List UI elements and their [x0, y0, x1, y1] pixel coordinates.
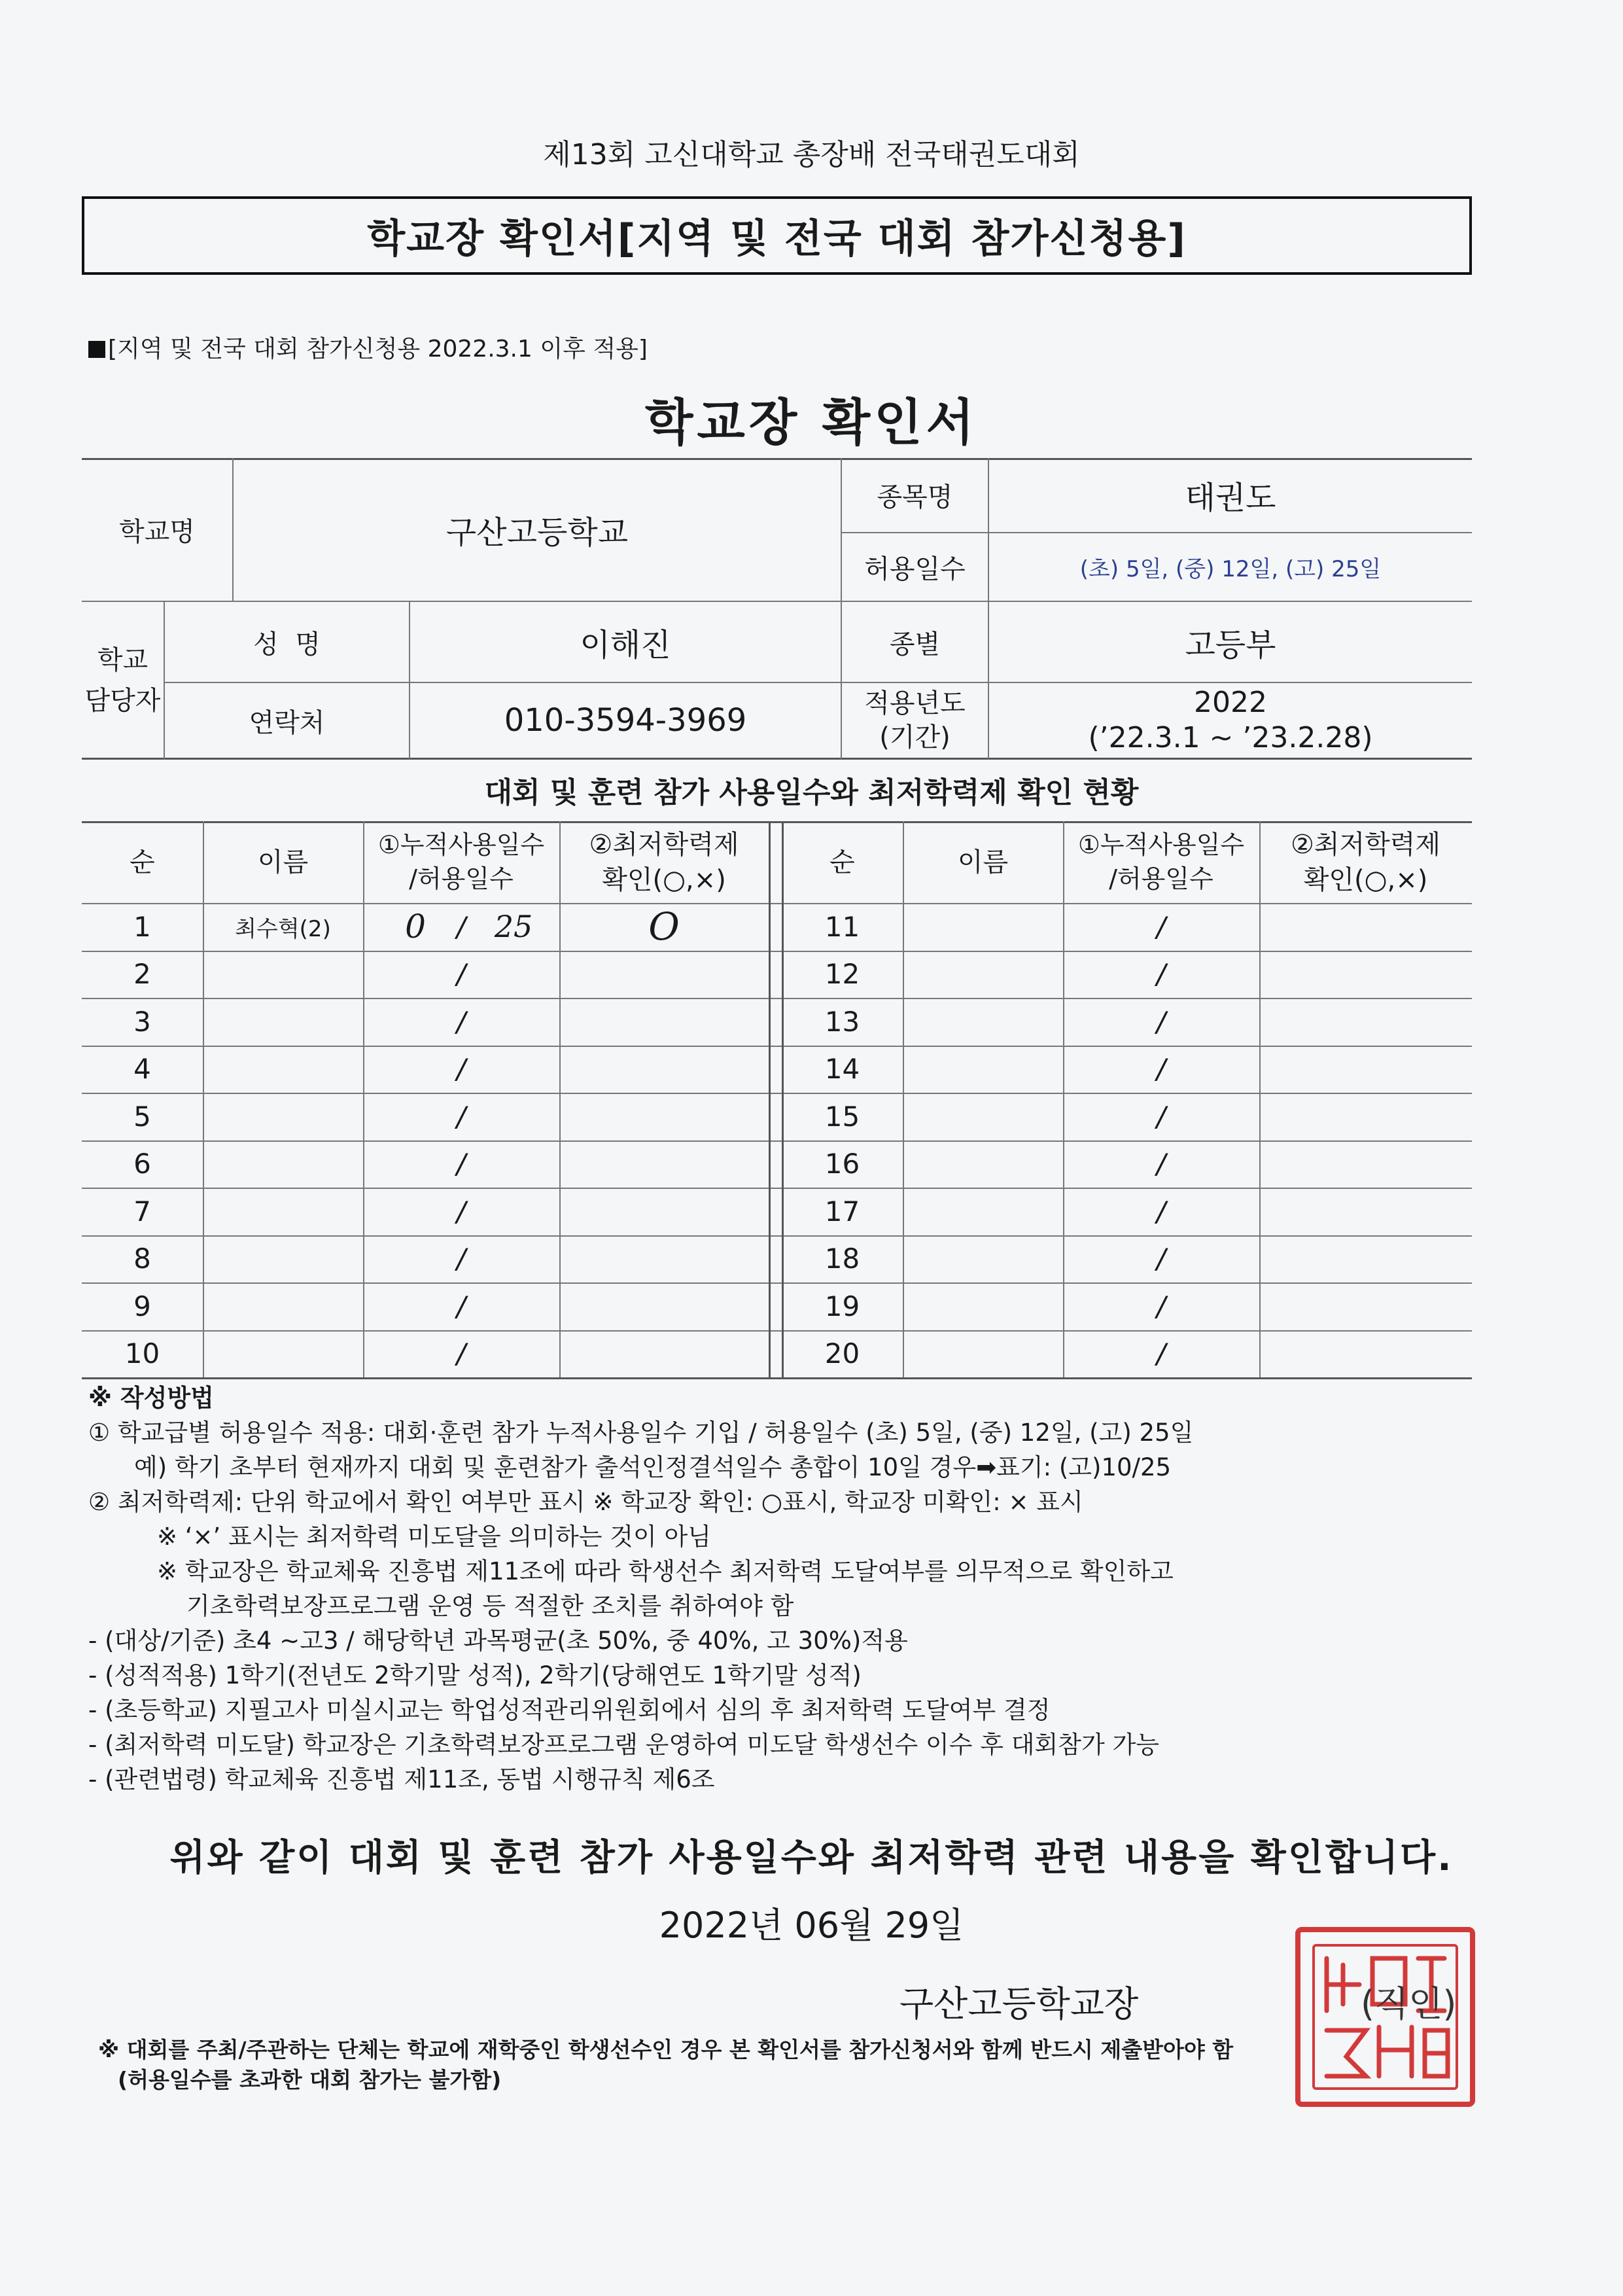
row-academic-check: [1259, 1330, 1469, 1378]
main-title-box: [82, 196, 1472, 275]
detail-3: - (초등학교) 지필고사 미실시교는 학업성적관리위원회에서 심의 후 최저학력 도달여부 결정: [88, 1696, 1051, 1724]
row-slash: /: [456, 1053, 466, 1086]
row-name: [903, 1282, 1063, 1330]
header-days-left: [363, 821, 559, 903]
row-allowed-days: [1174, 1046, 1253, 1093]
row-slash: /: [1156, 1053, 1166, 1086]
row-name: [203, 951, 363, 998]
row-number: 9: [133, 1290, 151, 1322]
row-number: 20: [824, 1337, 860, 1370]
row-number: 1: [133, 910, 151, 943]
row-slash: /: [1156, 1337, 1166, 1370]
row-name: [903, 951, 1063, 998]
row-number: 2: [133, 958, 151, 991]
seal-label: (직인): [1361, 1983, 1457, 2024]
row-name: [903, 1235, 1063, 1283]
allowed-days-label: 허용일수: [864, 554, 966, 584]
row-allowed-days: [1174, 903, 1253, 951]
row-allowed-days: [1174, 1093, 1253, 1140]
row-allowed-days: [1174, 1188, 1253, 1235]
row-number: 19: [824, 1290, 860, 1322]
roster-table: [82, 821, 1472, 1377]
note-1: ① 학교급별 허용일수 적용: 대회·훈련 참가 누적사용일수 기입 / 허용일수 (초) 5일, (중) 12일, (고) 25일: [88, 1419, 1194, 1447]
header-academic-right: [1259, 821, 1472, 903]
row-allowed-days: [474, 1330, 553, 1378]
row-academic-check: [559, 1188, 769, 1235]
row-slash: /: [456, 958, 466, 991]
row-name: [203, 1235, 363, 1283]
row-number: 15: [824, 1100, 860, 1133]
row-name: [903, 1330, 1063, 1378]
row-name: [203, 1140, 363, 1188]
header-academic-line2: 확인(○,×): [602, 864, 726, 895]
allowed-days-value: (초) 5일, (중) 12일, (고) 25일: [1079, 556, 1382, 582]
row-academic-check: [559, 1235, 769, 1283]
row-number: 6: [133, 1148, 151, 1180]
row-number: 3: [133, 1005, 151, 1038]
row-slash: /: [1156, 1100, 1166, 1133]
header-days-line2: /허용일수: [1109, 864, 1213, 893]
detail-4: - (최저학력 미도달) 학교장은 기초학력보장프로그램 운영하여 미도달 학생선수 이수 후 대회참가 가능: [88, 1731, 1160, 1759]
header-academic-left: [559, 821, 769, 903]
applicability-notice: [88, 330, 648, 364]
row-allowed-days: [1174, 951, 1253, 998]
row-slash: /: [1156, 1148, 1166, 1180]
row-allowed-days: [1174, 1140, 1253, 1188]
row-allowed-days: [1174, 1330, 1253, 1378]
row-name: [203, 1330, 363, 1378]
row-academic-check: [559, 998, 769, 1046]
row-slash: /: [456, 1243, 466, 1275]
section-title: 대회 및 훈련 참가 사용일수와 최저학력제 확인 현황: [484, 776, 1139, 809]
manager-label-line1: 학교: [97, 645, 148, 675]
row-name: [903, 1046, 1063, 1093]
row-academic-check: O: [648, 904, 680, 949]
row-number: 14: [824, 1053, 860, 1086]
row-name: [903, 1140, 1063, 1188]
year-value: [989, 683, 1472, 758]
school-name-label: 학교명: [119, 516, 195, 547]
event-value: 태권도: [1185, 480, 1276, 516]
row-slash: /: [1156, 958, 1166, 991]
row-academic-check: [559, 1330, 769, 1378]
row-academic-check: [1259, 1235, 1469, 1283]
row-slash: /: [456, 1100, 466, 1133]
row-academic-check: [1259, 1188, 1469, 1235]
row-slash: /: [1156, 1195, 1166, 1227]
row-slash: /: [1156, 910, 1166, 943]
row-number: 12: [824, 958, 860, 991]
row-name: [903, 903, 1063, 951]
header-days-line2: /허용일수: [409, 864, 514, 893]
year-label-line2: (기간): [879, 722, 951, 752]
row-slash: /: [456, 1005, 466, 1038]
row-number: 18: [824, 1243, 860, 1275]
detail-2: - (성적적용) 1학기(전년도 2학기말 성적), 2학기(당해연도 1학기말 성적): [88, 1661, 862, 1689]
row-slash: /: [1156, 1290, 1166, 1322]
info-table: [82, 458, 1472, 759]
row-used-days: 0: [405, 908, 426, 946]
row-allowed-days: [474, 1235, 553, 1283]
row-academic-check: [1259, 951, 1469, 998]
manager-label: [82, 602, 164, 759]
year-label: [842, 683, 988, 758]
row-academic-check: [559, 1282, 769, 1330]
principal-title: 구산고등학교장: [899, 1983, 1139, 2024]
year-value-line2: (’22.3.1 ~ ’23.2.28): [1088, 721, 1373, 754]
note-2-a: ※ ‘×’ 표시는 최저학력 미도달을 의미하는 것이 아님: [157, 1523, 711, 1551]
note-2-c: 기초학력보장프로그램 운영 등 적절한 조치를 취하여야 함: [186, 1592, 794, 1620]
row-number: 11: [824, 910, 860, 943]
footer-note: [98, 2035, 1233, 2095]
note-2: ② 최저학력제: 단위 학교에서 확인 여부만 표시 ※ 학교장 확인: ○표시, 학교장 미확인: × 표시: [88, 1488, 1083, 1516]
row-allowed-days: [474, 1188, 553, 1235]
row-number: 17: [824, 1195, 860, 1227]
row-academic-check: [1259, 1140, 1469, 1188]
row-allowed-days: [474, 951, 553, 998]
row-slash: /: [456, 910, 466, 943]
row-academic-check: [559, 1140, 769, 1188]
row-number: 16: [824, 1148, 860, 1180]
header-name-left: 이름: [257, 847, 309, 877]
row-name: [203, 998, 363, 1046]
row-academic-check: [559, 1093, 769, 1140]
row-number: 7: [133, 1195, 151, 1227]
header-academic-line2: 확인(○,×): [1303, 864, 1428, 895]
row-slash: /: [456, 1195, 466, 1227]
manager-name-label: 성 명: [253, 629, 321, 660]
row-allowed-days: [1174, 998, 1253, 1046]
division-value: 고등부: [1185, 626, 1276, 663]
year-value-line1: 2022: [1194, 686, 1267, 719]
row-number: 13: [824, 1005, 860, 1038]
footer-line-2: (허용일수를 초과한 대회 참가는 불가함): [118, 2067, 502, 2093]
contact-value: 010-3594-3969: [504, 702, 747, 739]
row-academic-check: [1259, 1046, 1469, 1093]
note-2-b: ※ 학교장은 학교체육 진흥법 제11조에 따라 학생선수 최저학력 도달여부를 의무적으로 확인하고: [157, 1557, 1174, 1585]
row-allowed-days: [474, 1140, 553, 1188]
row-allowed-days: 25: [494, 909, 533, 945]
confirmation-statement: 위와 같이 대회 및 훈련 참가 사용일수와 최저학력 관련 내용을 확인합니다.: [169, 1837, 1454, 1879]
row-name: [903, 998, 1063, 1046]
row-name: [903, 1188, 1063, 1235]
row-slash: /: [456, 1290, 466, 1322]
row-academic-check: [559, 951, 769, 998]
header-days-right: [1063, 821, 1259, 903]
notice-text: [지역 및 전국 대회 참가신청용 2022.3.1 이후 적용]: [108, 336, 648, 362]
row-number: 4: [133, 1053, 151, 1086]
row-academic-check: [1259, 1282, 1469, 1330]
row-slash: /: [456, 1337, 466, 1370]
row-slash: /: [456, 1148, 466, 1180]
row-academic-check: [1259, 998, 1469, 1046]
row-allowed-days: [474, 1282, 553, 1330]
row-name: [203, 1282, 363, 1330]
row-academic-check: [559, 1046, 769, 1093]
contest-title: 제13회 고신대학교 총장배 전국태권도대회: [543, 138, 1080, 171]
instructions-heading: ※ 작성방법: [88, 1384, 214, 1412]
document-date: 2022년 06월 29일: [659, 1905, 964, 1946]
header-no-right: 순: [829, 847, 855, 877]
manager-name-value: 이해진: [580, 626, 671, 663]
document-title: 학교장 확인서: [645, 393, 978, 451]
square-bullet-icon: [88, 341, 105, 358]
year-label-line1: 적용년도: [864, 688, 966, 718]
detail-5: - (관련법령) 학교체육 진흥법 제11조, 동법 시행규칙 제6조: [88, 1765, 715, 1793]
note-1-example: 예) 학기 초부터 현재까지 대회 및 훈련참가 출석인정결석일수 총합이 10일 경우➡표기: (고)10/25: [134, 1453, 1172, 1481]
header-academic-line1: ②최저학력제: [589, 829, 739, 860]
row-allowed-days: [1174, 1235, 1253, 1283]
footer-line-1: ※ 대회를 주최/주관하는 단체는 학교에 재학중인 학생선수인 경우 본 확인서를 참가신청서와 함께 반드시 제출받아야 함: [98, 2037, 1234, 2062]
row-name: [903, 1093, 1063, 1140]
division-label: 종별: [889, 629, 941, 660]
main-title: 학교장 확인서[지역 및 전국 대회 참가신청용]: [367, 216, 1187, 262]
row-academic-check: [1259, 1093, 1469, 1140]
row-name: [203, 1093, 363, 1140]
header-academic-line1: ②최저학력제: [1290, 829, 1441, 860]
row-allowed-days: [474, 1093, 553, 1140]
row-allowed-days: [1174, 1282, 1253, 1330]
row-number: 8: [133, 1243, 151, 1275]
manager-label-line2: 담당자: [84, 686, 161, 716]
instructions: [88, 1381, 1527, 1797]
header-days-line1: ①누적사용일수: [1077, 830, 1245, 860]
row-name: [203, 1046, 363, 1093]
event-label: 종목명: [877, 482, 953, 512]
row-allowed-days: [474, 1046, 553, 1093]
row-academic-check: [1259, 903, 1469, 951]
row-slash: /: [1156, 1243, 1166, 1275]
row-number: 10: [124, 1337, 160, 1370]
school-name-value: 구산고등학교: [445, 514, 629, 551]
row-number: 5: [133, 1100, 151, 1133]
header-days-line1: ①누적사용일수: [377, 830, 545, 860]
row-name: [203, 1188, 363, 1235]
contact-label: 연락처: [249, 707, 325, 738]
row-slash: /: [1156, 1005, 1166, 1038]
detail-1: - (대상/기준) 초4 ~고3 / 해당학년 과목평균(초 50%, 중 40%, 고 30%)적용: [88, 1627, 908, 1655]
row-name: 최수혁(2): [235, 915, 331, 942]
row-allowed-days: [474, 998, 553, 1046]
header-name-right: 이름: [957, 847, 1009, 877]
header-no-left: 순: [130, 847, 155, 877]
